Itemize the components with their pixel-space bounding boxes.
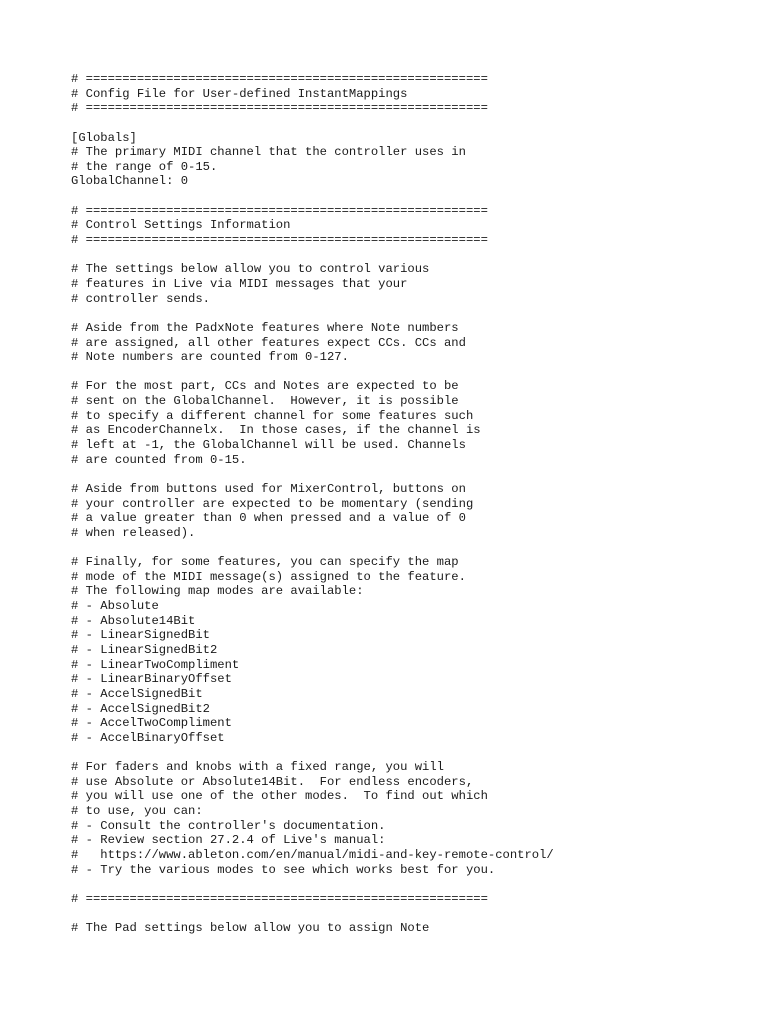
comment-line: # controller sends. [71,291,210,306]
separator-line: # ======================================================= [71,72,488,86]
comment-line: # - LinearSignedBit [71,628,210,643]
comment-line: # the range of 0-15. [71,159,218,174]
comment-line: # as EncoderChannelx. In those cases, if the channel is [71,423,481,438]
blank-line [71,248,554,263]
comment-line: # features in Live via MIDI messages that your [71,276,408,291]
comment-line: # Aside from the PadxNote features where Note numbers [71,320,459,335]
comment-line: # - AccelSignedBit [71,686,203,701]
blank-line [71,306,554,321]
comment-line: # - Review section 27.2.4 of Live's manual: [71,833,386,848]
comment-line: # The primary MIDI channel that the controller uses in [71,145,466,160]
blank-line [71,745,554,760]
comment-line: # - Try the various modes to see which works best for you. [71,862,496,877]
comment-line: # - LinearSignedBit2 [71,642,218,657]
comment-line: # For the most part, CCs and Notes are expected to be [71,379,459,394]
blank-line [71,467,554,482]
blank-line [71,877,554,892]
comment-line: # - Consult the controller's documentation. [71,818,386,833]
comment-line: # left at -1, the GlobalChannel will be used. Channels [71,438,466,453]
comment-line: # your controller are expected to be momentary (sending [71,496,474,511]
comment-line: # Aside from buttons used for MixerControl, buttons on [71,481,466,496]
comment-line: # The Pad settings below allow you to assign Note [71,921,430,936]
setting-line: GlobalChannel: 0 [71,174,189,189]
comment-line: # For faders and knobs with a fixed range, you will [71,760,444,775]
separator-line: # ======================================================= [71,101,488,116]
comment-line: # sent on the GlobalChannel. However, it is possible [71,394,459,409]
blank-line [71,365,554,380]
comment-line: # mode of the MIDI message(s) assigned to the feature. [71,569,466,584]
comment-line: # - AccelBinaryOffset [71,730,225,745]
comment-line: # Control Settings Information [71,218,291,233]
separator-line: # ======================================================= [71,891,488,906]
comment-line: # Finally, for some features, you can specify the map [71,555,459,570]
comment-line: # The following map modes are available: [71,584,364,599]
comment-line: # when released). [71,525,196,540]
comment-line: # - AccelSignedBit2 [71,701,210,716]
blank-line [71,116,554,131]
comment-line: # - LinearBinaryOffset [71,672,232,687]
comment-line: # a value greater than 0 when pressed and a value of 0 [71,511,466,526]
comment-line: # you will use one of the other modes. To find out which [71,789,488,804]
comment-line: # use Absolute or Absolute14Bit. For endless encoders, [71,774,474,789]
comment-line: # The settings below allow you to control various [71,262,430,277]
blank-line [71,541,554,556]
comment-line: # - Absolute [71,599,159,614]
separator-line: # ======================================================= [71,233,488,248]
comment-line: # - Absolute14Bit [71,613,196,628]
config-text-body [71,72,554,936]
blank-line [71,907,554,922]
comment-line: # - AccelTwoCompliment [71,716,232,731]
comment-line: # are assigned, all other features expect CCs. CCs and [71,335,466,350]
comment-line: # to use, you can: [71,804,203,819]
comment-line: # to specify a different channel for some features such [71,408,474,423]
comment-line: # Note numbers are counted from 0-127. [71,350,349,365]
comment-line: # - LinearTwoCompliment [71,657,240,672]
comment-line: # are counted from 0-15. [71,452,247,467]
blank-line [71,189,554,204]
separator-line: # ======================================================= [71,203,488,218]
url-line: # https://www.ableton.com/en/manual/midi-and-key-remote-control/ [71,847,554,862]
section-header: [Globals] [71,130,137,145]
comment-line: # Config File for User-defined InstantMappings [71,86,408,101]
